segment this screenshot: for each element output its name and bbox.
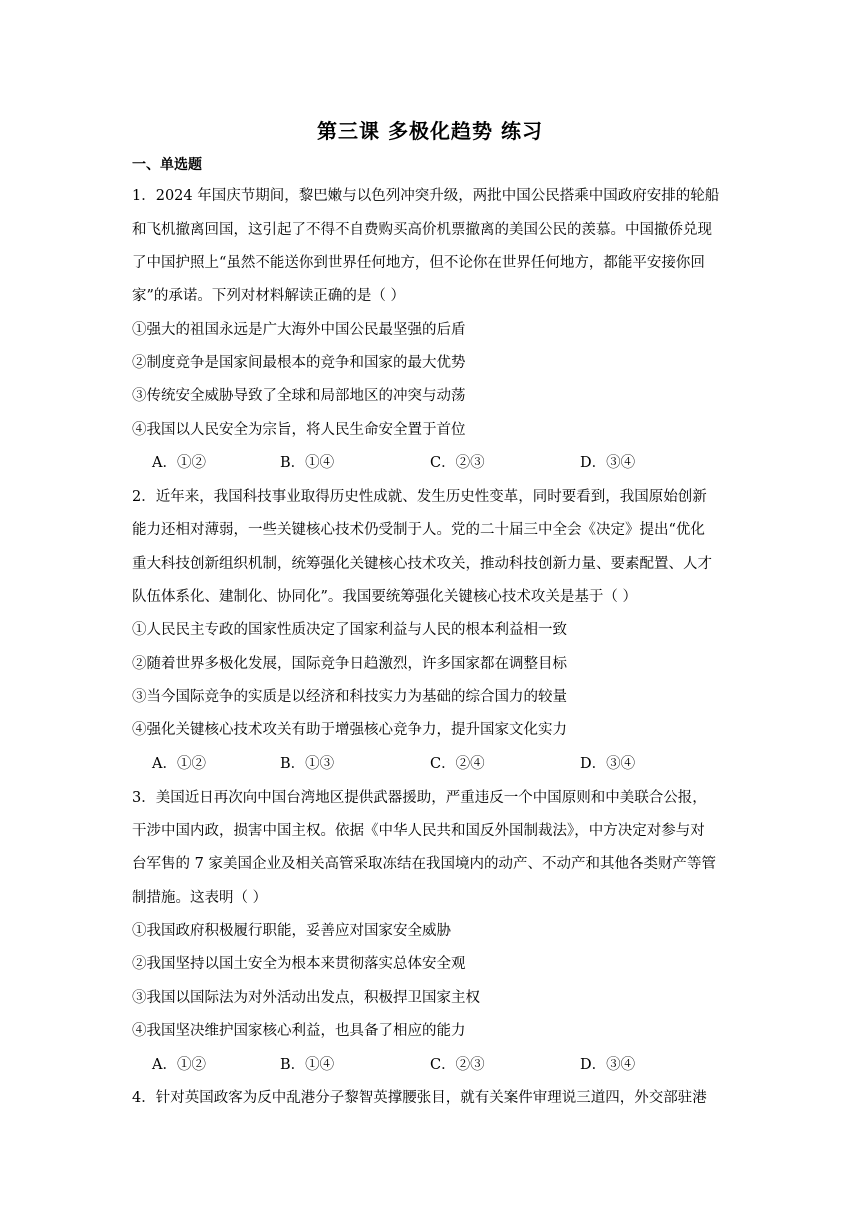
statement: ④我国坚决维护国家核心利益，也具备了相应的能力 <box>132 1023 466 1039</box>
question-text-line: 4．针对英国政客为反中乱港分子黎智英撑腰张目，就有关案件审理说三道四，外交部驻港 <box>132 1090 707 1106</box>
option-d: D．③④ <box>580 1057 636 1073</box>
statement: ④强化关键核心技术攻关有助于增强核心竞争力，提升国家文化实力 <box>132 722 567 738</box>
option-d: D．③④ <box>580 455 636 471</box>
question-text-line: 干涉中国内政，损害中国主权。依据《中华人民共和国反外国制裁法》，中方决定对参与对 <box>132 823 705 839</box>
question-text-line: 台军售的 7 家美国企业及相关高管采取冻结在我国境内的动产、不动产和其他各类财产等管 <box>132 856 716 872</box>
statement: ③传统安全威胁导致了全球和局部地区的冲突与动荡 <box>132 388 466 404</box>
page-title: 第三课 多极化趋势 练习 <box>317 119 543 143</box>
question-text-line: 3．美国近日再次向中国台湾地区提供武器援助，严重违反一个中国原则和中美联合公报， <box>132 790 707 806</box>
option-c: C．②③ <box>430 455 485 471</box>
statement: ②随着世界多极化发展，国际竞争日趋激烈，许多国家都在调整目标 <box>132 656 567 672</box>
option-c: C．②③ <box>430 1057 485 1073</box>
question-text-line: 重大科技创新组织机制，统筹强化关键核心技术攻关，推动科技创新力量、要素配置、人才 <box>132 556 712 572</box>
option-a: A．①② <box>152 756 206 772</box>
option-b: B．①③ <box>280 756 335 772</box>
statement: ③我国以国际法为对外活动出发点，积极捍卫国家主权 <box>132 990 480 1006</box>
option-c: C．②④ <box>430 756 485 772</box>
question-text-line: 队伍体系化、建制化、协同化”。我国要统筹强化关键核心技术攻关是基于（ ） <box>132 589 638 605</box>
statement: ①强大的祖国永远是广大海外中国公民最坚强的后盾 <box>132 322 466 338</box>
option-d: D．③④ <box>580 756 636 772</box>
option-a: A．①② <box>152 455 206 471</box>
statement: ②制度竞争是国家间最根本的竞争和国家的最大优势 <box>132 355 466 371</box>
statement: ④我国以人民安全为宗旨，将人民生命安全置于首位 <box>132 422 466 438</box>
statement: ②我国坚持以国土安全为根本来贯彻落实总体安全观 <box>132 956 466 972</box>
question-text-line: 能力还相对薄弱，一些关键核心技术仍受制于人。党的二十届三中全会《决定》提出“优化 <box>132 522 705 538</box>
statement: ①我国政府积极履行职能，妥善应对国家安全威胁 <box>132 923 451 939</box>
statement: ①人民民主专政的国家性质决定了国家利益与人民的根本利益相一致 <box>132 622 567 638</box>
option-b: B．①④ <box>280 1057 335 1073</box>
question-text-line: 2．近年来，我国科技事业取得历史性成就、发生历史性变革，同时要看到，我国原始创新 <box>132 489 707 505</box>
question-text-line: 家”的承诺。下列对材料解读正确的是（ ） <box>132 288 406 304</box>
question-text-line: 了中国护照上“虽然不能送你到世界任何地方，但不论你在世界任何地方，都能平安接你回 <box>132 255 705 271</box>
statement: ③当今国际竞争的实质是以经济和科技实力为基础的综合国力的较量 <box>132 689 567 705</box>
option-b: B．①④ <box>280 455 335 471</box>
question-text-line: 1．2024 年国庆节期间，黎巴嫩与以色列冲突升级，两批中国公民搭乘中国政府安排的轮船 <box>132 188 720 204</box>
question-text-line: 和飞机撤离回国，这引起了不得不自费购买高价机票撤离的美国公民的羡慕。中国撤侨兑现 <box>132 222 712 238</box>
question-text-line: 制措施。这表明（ ） <box>132 890 268 906</box>
section-heading: 一、单选题 <box>132 157 202 173</box>
option-a: A．①② <box>152 1057 206 1073</box>
